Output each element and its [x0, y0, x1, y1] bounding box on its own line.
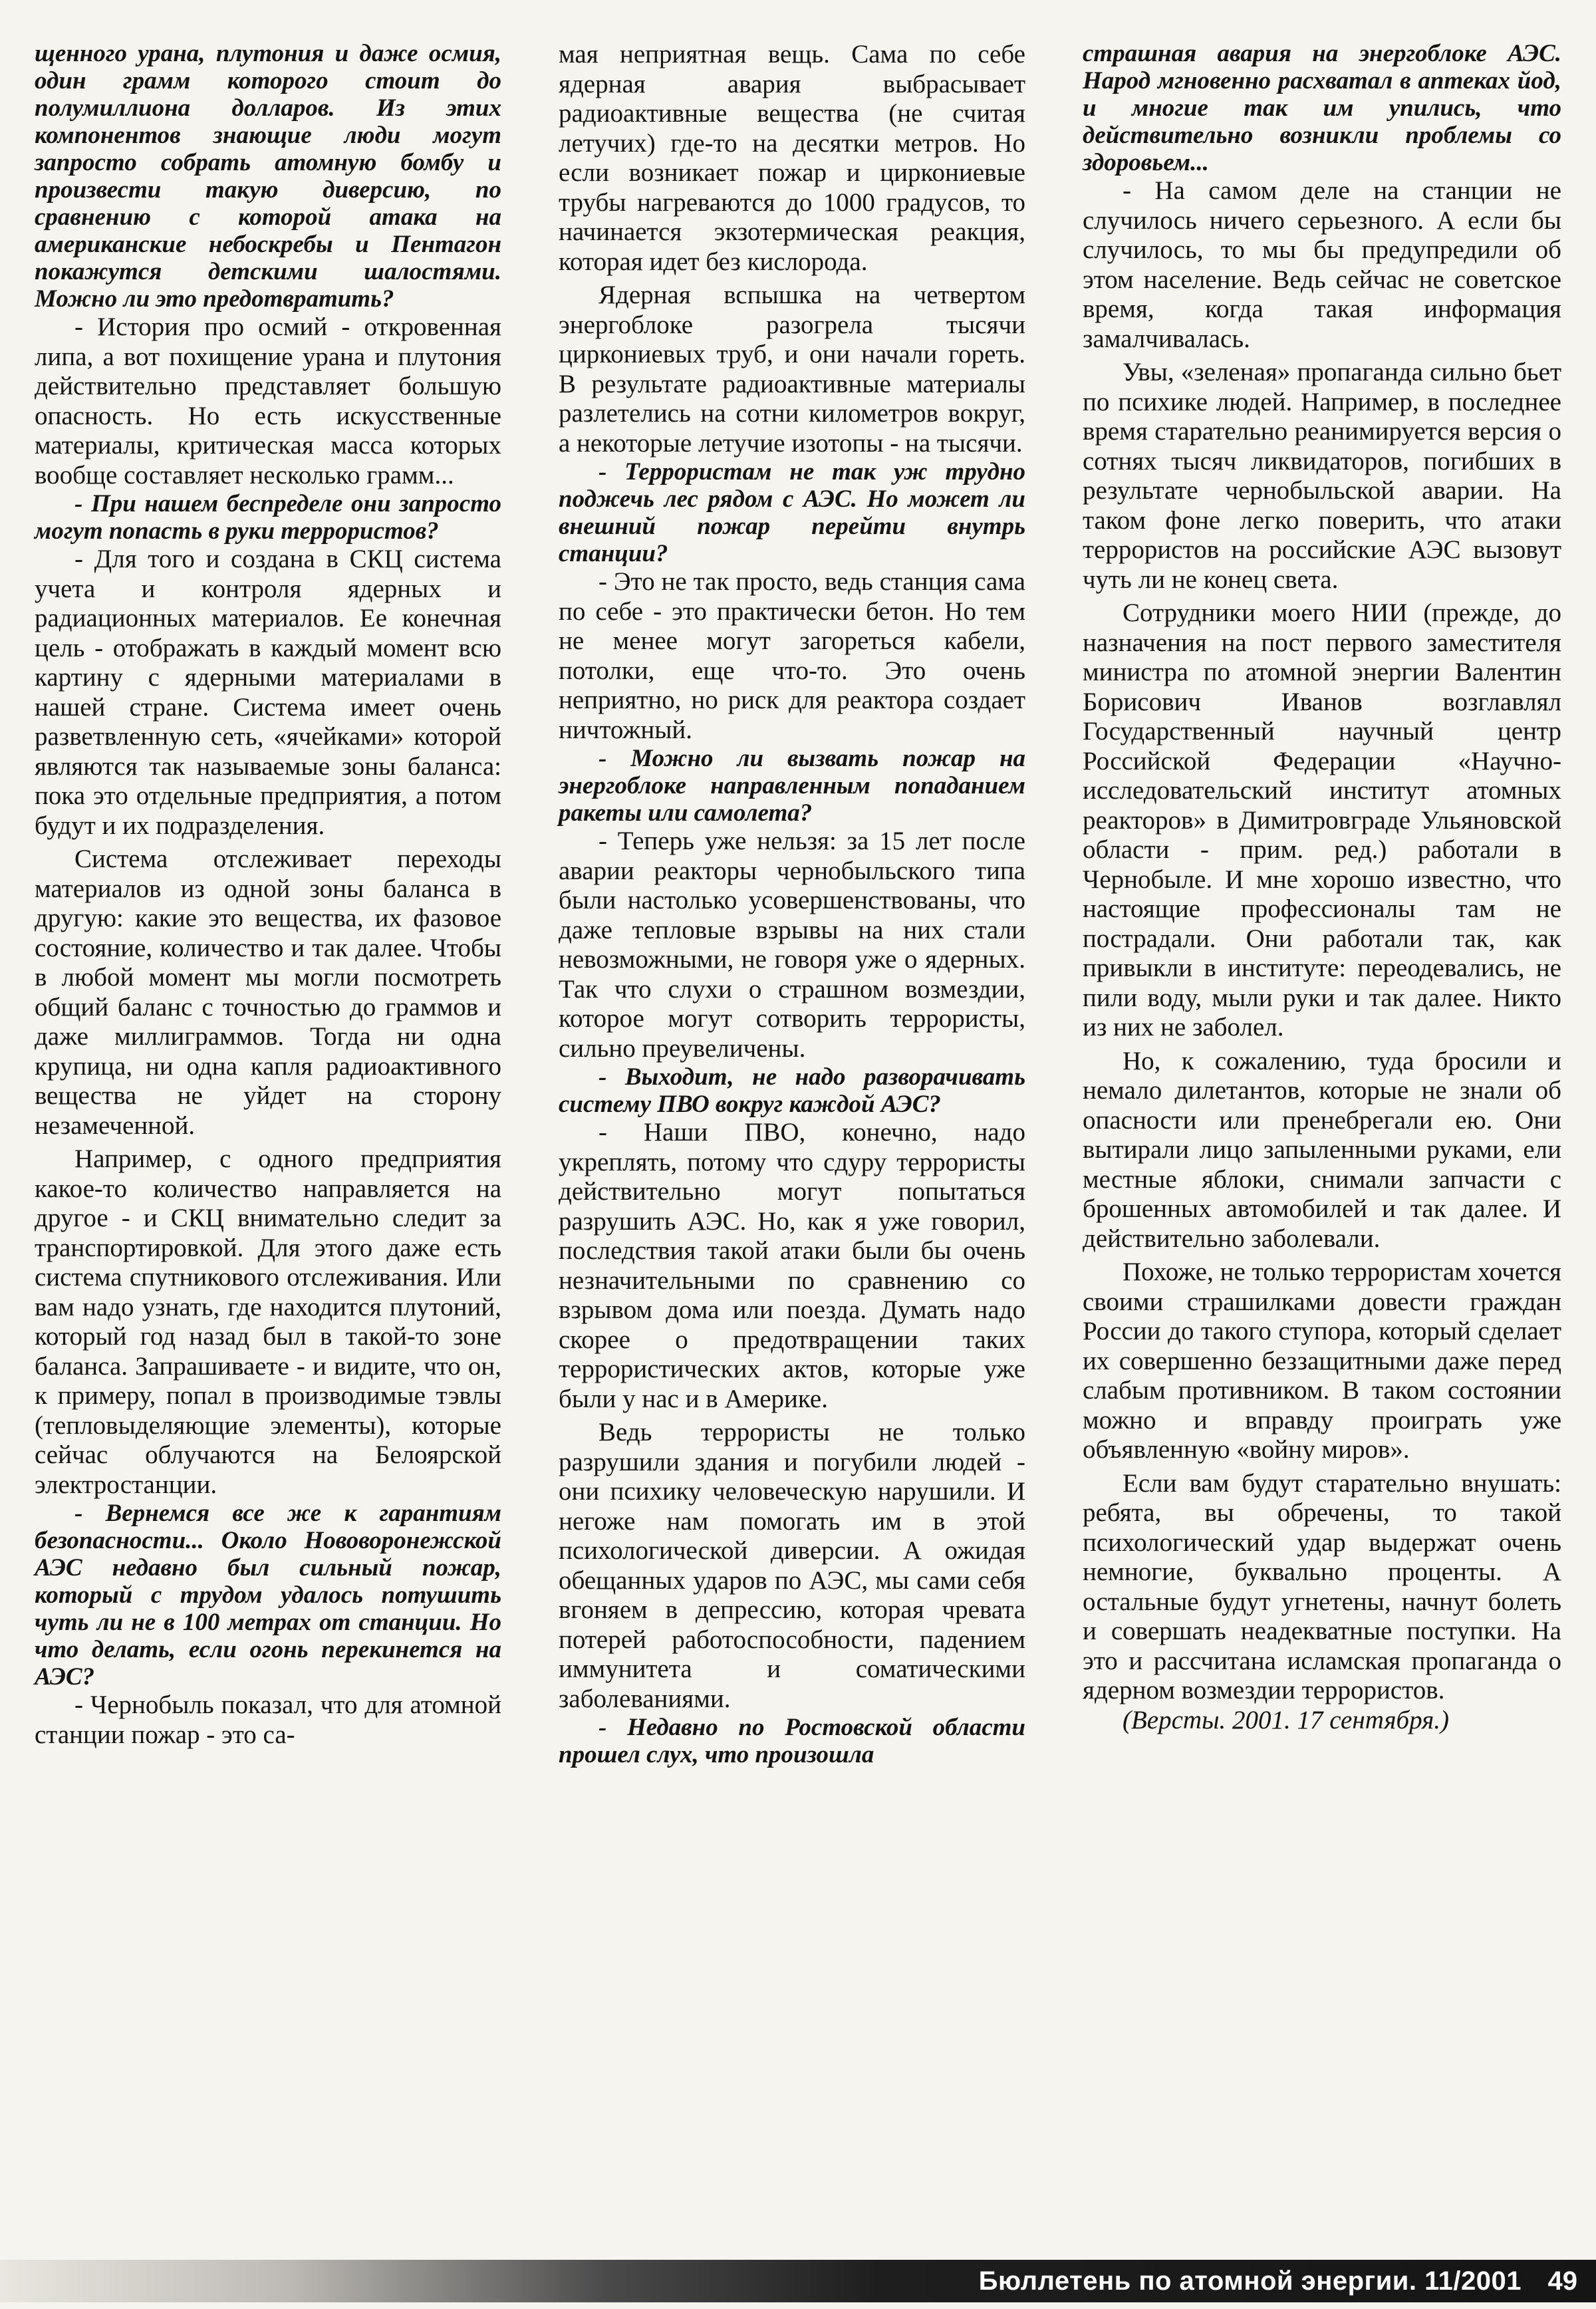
publication-title: Бюллетень по атомной энергии. 11/2001 [978, 2266, 1522, 2296]
page-footer [0, 2260, 1596, 2302]
interview-answer: - Наши ПВО, конечно, надо укреплять, потому что сдуру террористы действительно могут попытаться разрушить АЭС. Но, как я уже говорил, последствия такой атаки были бы очень незначительными по сравнению со взрывом дома или поезда. Думать надо скорее о предотвращении таких террористических актов, которые уже были у нас и в Америке. [559, 1118, 1025, 1413]
article-source: (Версты. 2001. 17 сентября.) [1123, 1705, 1449, 1734]
article-paragraph: Похоже, не только террористам хочется своими страшилками довести граждан России до такого ступора, который сделает их совершенно беззащитными даже перед слабым противником. В таком состоянии можно и вправду проиграть уже объявленную «войну миров». [1083, 1258, 1561, 1464]
interview-answer: мая неприятная вещь. Сама по себе ядерная авария выбрасывает радиоактивные вещества (не считая летучих) где-то на десятки метров. Но если возникает пожар и циркониевые трубы нагреваются до 1000 градусов, то начинается экзотермическая реакция, которая идет без кислорода. [559, 40, 1025, 276]
interview-question: - Недавно по Ростовской области прошел слух, что произошла [559, 1714, 1025, 1768]
interview-answer: - Чернобыль показал, что для атомной станции пожар - это са- [35, 1691, 501, 1749]
interview-answer: - Теперь уже нельзя: за 15 лет после аварии реакторы чернобыльского типа были настолько усовершенствованы, что даже тепловые взрывы на них стали невозможными, не говоря уже о ядерных. Так что слухи о страшном возмездии, которое могут сотворить террористы, сильно преувеличены. [559, 827, 1025, 1063]
article-column-3 [1083, 40, 1561, 1735]
interview-answer: - История про осмий - откровенная липа, а вот похищение урана и плутония действительно представляет большую опасность. Но есть искусственные материалы, критическая масса которых вообще составляет несколько грамм... [35, 313, 501, 489]
interview-question: - При нашем беспределе они запросто могут попасть в руки террористов? [35, 490, 501, 545]
article-paragraph: Сотрудники моего НИИ (прежде, до назначения на пост первого заместителя министра по атомной энергии Валентин Борисович Иванов возглавлял Государственный научный центр Российской Федерации «Научно-исследовательский институт атомных реакторов» в Димитровграде Ульяновской области - прим. ред.) работали в Чернобыле. И мне хорошо известно, что настоящие профессионалы там не пострадали. Они работали так, как привыкли в институте: переодевались, не пили воду, мыли руки и так далее. Никто из них не заболел. [1083, 599, 1561, 1041]
interview-question: страшная авария на энергоблоке АЭС. Народ мгновенно расхватал в аптеках йод, и многие так им упились, что действительно возникли проблемы со здоровьем... [1083, 40, 1561, 176]
article-column-2 [559, 40, 1025, 1768]
interview-question: - Террористам не так уж трудно поджечь лес рядом с АЭС. Но может ли внешний пожар перейти внутрь станции? [559, 458, 1025, 567]
article-paragraph: Например, с одного предприятия какое-то количество направляется на другое - и СКЦ внимательно следит за транспортировкой. Для этого даже есть система спутникового отслеживания. Или вам надо узнать, где находится плутоний, который год назад был в такой-то зоне баланса. Запрашиваете - и видите, что он, к примеру, попал в производимые тэвлы (тепловыделяющие элементы), которые сейчас облучаются на Белоярской электростанции. [35, 1145, 501, 1499]
article-paragraph: Система отслеживает переходы материалов из одной зоны баланса в другую: какие это вещества, их фазовое состояние, количество и так далее. Чтобы в любой момент мы могли посмотреть общий баланс с точностью до граммов и даже миллиграммов. Тогда ни одна крупица, ни одна капля радиоактивного вещества не уйдет на сторону незамеченной. [35, 845, 501, 1140]
article-paragraph: Если вам будут старательно внушать: ребята, вы обречены, то такой психологический удар выдержат очень немногие, буквально проценты. А остальные будут угнетены, начнут болеть и совершать неадекватные поступки. На это и рассчитана исламская пропаганда о ядерном возмездии террористов. [1083, 1468, 1561, 1704]
article-paragraph: Но, к сожалению, туда бросили и немало дилетантов, которые не знали об опасности или пренебрегали ею. Они вытирали лицо запыленными руками, ели местные яблоки, снимали запчасти с брошенных автомобилей и так далее. И действительно заболевали. [1083, 1046, 1561, 1253]
interview-question: - Вернемся все же к гарантиям безопасности... Около Нововоронежской АЭС недавно был сильный пожар, который с трудом удалось потушить чуть ли не в 100 метрах от станции. Но что делать, если огонь перекинется на АЭС? [35, 1500, 501, 1691]
page-number: 49 [1547, 2266, 1577, 2296]
article-paragraph: Увы, «зеленая» пропаганда сильно бьет по психике людей. Например, в последнее время старательно реанимируется версия о сотнях тысяч ликвидаторов, погибших в результате чернобыльской аварии. На таком фоне легко поверить, что атаки террористов на российские АЭС вызовут чуть ли не конец света. [1083, 358, 1561, 594]
interview-question: - Можно ли вызвать пожар на энергоблоке направленным попаданием ракеты или самолета? [559, 745, 1025, 827]
article-paragraph: Ядерная вспышка на четвертом энергоблоке разогрела тысячи циркониевых труб, и они начали гореть. В результате радиоактивные материалы разлетелись на сотни километров вокруг, а некоторые летучие изотопы - на тысячи. [559, 281, 1025, 458]
article-column-1 [35, 40, 501, 1750]
article-paragraph: Ведь террористы не только разрушили здания и погубили людей - они психику человеческую нарушили. И негоже нам помогать им в этой психологической диверсии. А ожидая обещанных ударов по АЭС, мы сами себя вгоняем в депрессию, которая чревата потерей работоспособности, падением иммунитета и соматическими заболеваниями. [559, 1418, 1025, 1713]
interview-answer: - Для того и создана в СКЦ система учета и контроля ядерных и радиационных материалов. Ее конечная цель - отображать в каждый момент всю картину с ядерными материалами в нашей стране. Система имеет очень разветвленную сеть, «ячейками» которой являются так называемые зоны баланса: пока это отдельные предприятия, а потом будут и их подразделения. [35, 545, 501, 840]
interview-question: щенного урана, плутония и даже осмия, один грамм которого стоит до полумиллиона долларов. Из этих компонентов знающие люди могут запросто собрать атомную бомбу и произвести такую диверсию, по сравнению с которой атака на американские небоскребы и Пентагон покажутся детскими шалостями. Можно ли это предотвратить? [35, 40, 501, 313]
interview-answer: - Это не так просто, ведь станция сама по себе - это практически бетон. Но тем не менее могут загореться кабели, потолки, еще что-то. Это очень неприятно, но риск для реактора создает ничтожный. [559, 567, 1025, 744]
interview-question: - Выходит, не надо разворачивать систему ПВО вокруг каждой АЭС? [559, 1063, 1025, 1118]
interview-answer: - На самом деле на станции не случилось ничего серьезного. А если бы случилось, то мы бы предупредили об этом население. Ведь сейчас не советское время, когда такая информация замалчивалась. [1083, 176, 1561, 353]
